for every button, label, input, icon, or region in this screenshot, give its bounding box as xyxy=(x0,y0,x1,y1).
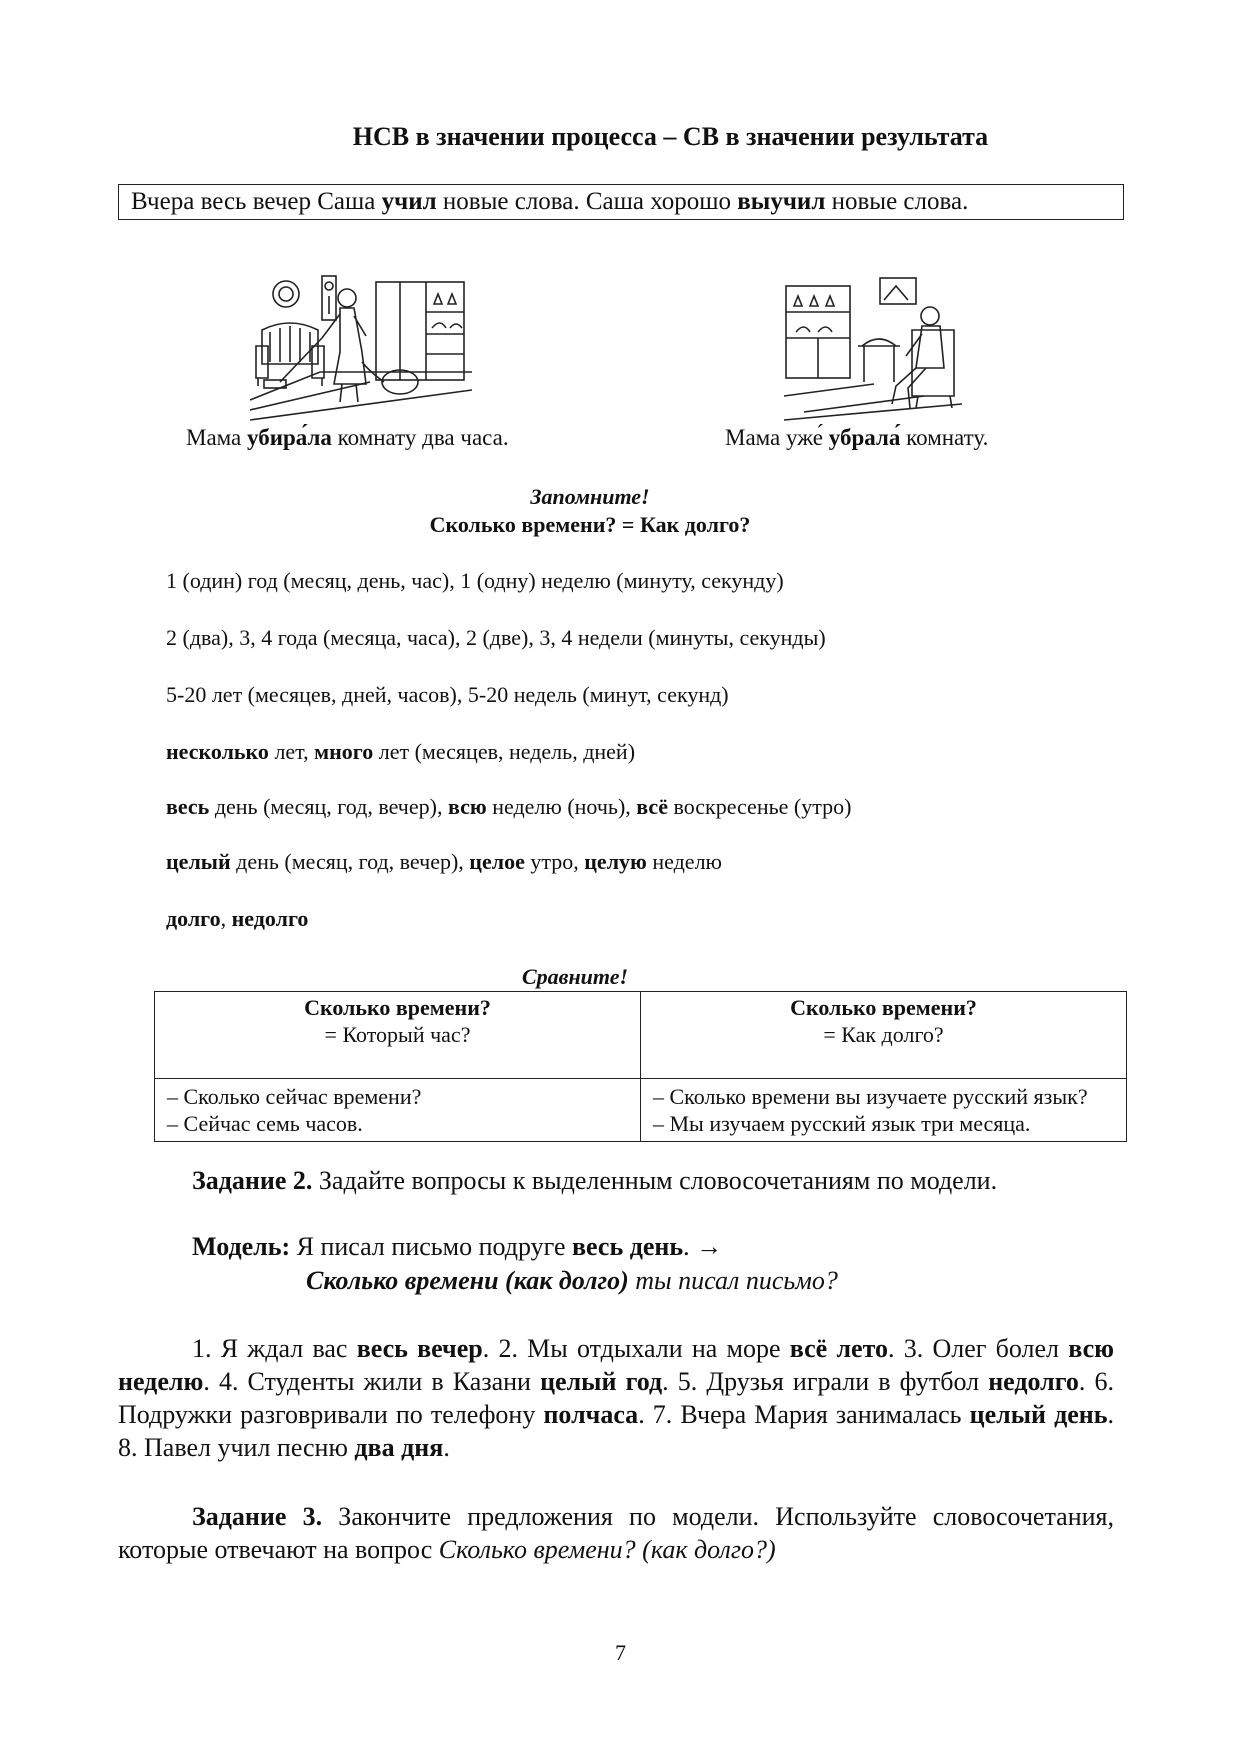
rule-text: воскресенье (утро) xyxy=(667,794,852,819)
rule-line xyxy=(166,906,308,932)
exercise-highlight: всё лето xyxy=(789,1334,888,1363)
rule-text: неделю xyxy=(646,849,722,874)
caption-text: комнату два часа. xyxy=(331,425,509,450)
page-number: 7 xyxy=(615,1640,626,1665)
exercise-highlight: два дня xyxy=(354,1433,444,1462)
exercise-text: . xyxy=(638,1400,653,1429)
table-cell xyxy=(641,992,1127,1079)
rule-bold: много xyxy=(314,739,374,764)
compare-table xyxy=(154,991,1127,1142)
exercise-text: 7. Вчера Мария занималась xyxy=(652,1400,970,1429)
task-3 xyxy=(118,1500,1114,1566)
task-text: Закончите предложения по модели. Используйте словосочетания, которые отвечают на вопрос xyxy=(118,1502,1114,1564)
model-bold: весь день xyxy=(572,1232,684,1261)
rule-bold: всё xyxy=(636,794,668,819)
rule-line: 1 (один) год (месяц, день, час), 1 (одну) неделю (минуту, секунду) xyxy=(166,568,784,593)
rule-bold: долго xyxy=(166,906,221,931)
column-heading: Сколько времени? xyxy=(304,995,491,1020)
exercise-text: 2. Мы отдыхали на море xyxy=(498,1334,790,1363)
exercise-text: . xyxy=(443,1433,450,1462)
rule-text: лет (месяцев, недель, дней) xyxy=(373,739,636,764)
exercise-text: 3. Олег болел xyxy=(903,1334,1069,1363)
column-heading: Сколько времени? xyxy=(790,995,977,1020)
rule-bold: целую xyxy=(584,849,647,874)
model-question-text: ты писал письмо? xyxy=(628,1266,838,1295)
caption-text: комнату. xyxy=(900,425,989,450)
exercise-text: . xyxy=(888,1334,904,1363)
exercise-text: . xyxy=(482,1334,499,1363)
rule-bold: несколько xyxy=(166,739,269,764)
exercise-highlight: недолго xyxy=(988,1367,1079,1396)
exercise-text: . xyxy=(662,1367,678,1396)
model-text: Я писал письмо подруге xyxy=(290,1232,573,1261)
rule-text: день (месяц, год, вечер), xyxy=(209,794,448,819)
model-label: Модель: xyxy=(192,1232,291,1261)
rule-text: , xyxy=(220,906,232,931)
model-question xyxy=(306,1266,838,1296)
exercise-highlight: полчаса xyxy=(543,1400,639,1429)
rule-line xyxy=(166,794,851,820)
rule-line xyxy=(166,739,635,765)
exercise-highlight: весь вечер xyxy=(356,1334,483,1363)
caption-result xyxy=(725,425,988,451)
table-row xyxy=(155,992,1127,1079)
example-box xyxy=(118,184,1124,220)
example-text: новые слова. Саша хорошо xyxy=(436,188,738,215)
example-bold-verb: выучил xyxy=(737,188,826,215)
exercise-text: . xyxy=(203,1367,219,1396)
rule-bold: целый xyxy=(166,849,231,874)
task-italic: Сколько времени? (как долго?) xyxy=(438,1535,776,1564)
table-cell xyxy=(155,992,641,1079)
column-subheading: = Который час? xyxy=(324,1022,471,1047)
exercise-text: . xyxy=(1107,1400,1115,1429)
example-bold-verb: учил xyxy=(381,188,437,215)
rule-line: 2 (два), 3, 4 года (месяца, часа), 2 (две), 3, 4 недели (минуты, секунды) xyxy=(166,625,826,650)
task-label: Задание 3. xyxy=(192,1502,323,1531)
column-subheading: = Как долго? xyxy=(823,1022,944,1047)
task-2 xyxy=(192,1166,997,1196)
page-title: НСВ в значении процесса – СВ в значении результата xyxy=(352,122,989,151)
model-question-bold: Сколько времени (как долго) xyxy=(306,1266,629,1295)
rule-bold: недолго xyxy=(231,906,309,931)
rule-text: неделю (ночь), xyxy=(486,794,637,819)
task-text: Задайте вопросы к выделенным словосочетаниям по модели. xyxy=(312,1166,998,1195)
compare-heading: Сравните! xyxy=(521,964,629,989)
table-cell xyxy=(155,1079,641,1142)
remember-question: Сколько времени? = Как долго? xyxy=(429,512,751,537)
caption-bold-verb: убира́ла xyxy=(247,425,332,450)
example-text: новые слова. xyxy=(825,188,969,215)
caption-process xyxy=(186,425,509,451)
table-row xyxy=(155,1079,1127,1142)
exercise-highlight: всю неделю xyxy=(118,1334,1115,1396)
rule-bold: весь xyxy=(166,794,210,819)
exercise-text: 1. Я ждал вас xyxy=(192,1334,357,1363)
caption-bold-verb: убрала́ xyxy=(828,425,901,450)
rule-text: день (месяц, год, вечер), xyxy=(230,849,470,874)
exercise-paragraph xyxy=(118,1332,1114,1464)
rule-line: 5-20 лет (месяцев, дней, часов), 5-20 недель (минут, секунд) xyxy=(166,682,729,707)
table-cell xyxy=(641,1079,1127,1142)
exercise-text: 6. Подружки разговривали по телефону xyxy=(118,1367,1115,1429)
exercise-text: . xyxy=(1078,1367,1095,1396)
caption-text: Мама уже́ xyxy=(725,425,829,450)
rule-bold: всю xyxy=(447,794,487,819)
dialogue-line: – Сейчас семь часов. xyxy=(167,1111,363,1136)
rule-text: лет, xyxy=(268,739,315,764)
rule-line xyxy=(166,849,722,875)
dialogue-line: – Сколько сейчас времени? xyxy=(167,1084,422,1109)
dialogue-line: – Мы изучаем русский язык три месяца. xyxy=(653,1111,1031,1136)
vacuuming-illustration xyxy=(250,272,472,422)
dialogue-line: – Сколько времени вы изучаете русский язык? xyxy=(653,1084,1088,1109)
resting-illustration xyxy=(784,276,962,422)
example-text: Вчера весь вечер Саша xyxy=(131,188,382,215)
task-label: Задание 2. xyxy=(192,1166,313,1195)
remember-heading: Запомните! xyxy=(530,484,650,509)
exercise-highlight: целый день xyxy=(969,1400,1108,1429)
model-text: . → xyxy=(683,1232,723,1261)
exercise-text: 8. Павел учил песню xyxy=(118,1433,355,1462)
rule-text: утро, xyxy=(524,849,585,874)
caption-text: Мама xyxy=(186,425,248,450)
exercise-highlight: целый год xyxy=(540,1367,663,1396)
exercise-text: 5. Друзья играли в футбол xyxy=(677,1367,989,1396)
rule-bold: целое xyxy=(469,849,525,874)
exercise-text: 4. Студенты жили в Казани xyxy=(218,1367,541,1396)
model-sentence xyxy=(192,1232,722,1262)
